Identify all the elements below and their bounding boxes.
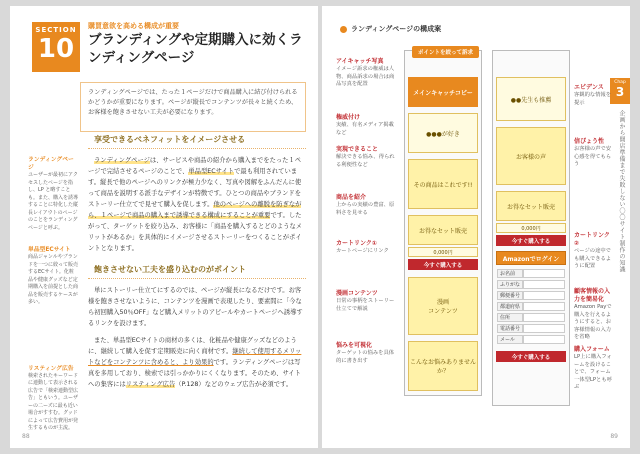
intro-box: ランディングページでは、たった１ページだけで商品購入に結び付けられるかどうかが重要になります。ページが縦長でコンテンツが長々と続くため、お客様を飽きさせない工夫が必要になります。 — [80, 82, 306, 132]
buy-now-button[interactable]: 今すぐ購入する — [496, 235, 566, 246]
annotation-text: Amazon Payで購入を行えるようにすると、お客様情報の入力を省略 — [574, 304, 612, 340]
form-input[interactable] — [523, 324, 565, 333]
manga-block — [408, 277, 478, 335]
form-input[interactable] — [523, 313, 565, 322]
highlight: ランディングページ — [94, 157, 150, 164]
annotation — [336, 240, 398, 256]
side-note-text: ユーザーが最初にアクセスしたページを指し、LP と略すことも。また、購入を誘導することに特化した縦長レイアウトのページのことをランディングページと呼ぶ。 — [28, 172, 79, 231]
annotation-title: 信ぴょう性 — [574, 138, 605, 145]
form-label: 都道府県 — [497, 302, 523, 311]
highlight: リスティング広告 — [125, 381, 176, 388]
annotation-text: 実績、有名メディア掲載など — [336, 122, 394, 136]
form-input[interactable] — [523, 280, 565, 289]
form-label: ふりがな — [497, 280, 523, 289]
annotation-title: カートリンク② — [574, 232, 610, 247]
callout-top: ポイントを絞って訴求 — [412, 46, 479, 58]
underline-text: 継続して使用するメリットなどをコンテンツに含めると、より効果的 — [88, 348, 302, 366]
evidence-block: ●●先生も推薦 — [496, 77, 566, 121]
paragraph — [88, 155, 306, 254]
form-label: 電話番号 — [497, 324, 523, 333]
paragraph-text: また、単品型ECサイトの商材の多くは、化粧品や健康グッズなどのように、継続して購入を促す定期販売に向く商材です。 — [88, 337, 297, 355]
annotation — [574, 138, 614, 169]
buy-now-button[interactable]: 今すぐ購入する — [408, 259, 478, 270]
authority-block: ●●●が好き — [408, 113, 478, 153]
side-note-title: ランディングページ — [28, 157, 74, 171]
subheading: 享受できるベネフィットをイメージさせる — [88, 130, 306, 149]
paragraph-text: は、サービスや商品の紹介から購入までをたった１ページで完結させるページのことで、 — [88, 157, 302, 175]
subheading: 飽きさせない工夫を盛り込むのがポイント — [88, 260, 306, 279]
section-pretitle: 購買意欲を高める構成が重要 — [88, 22, 179, 30]
annotation-text: 日常の事柄をストーリー仕立てで解説 — [336, 298, 395, 312]
paragraph: 単にストーリー仕立てにするのでは、ページが縦長になるだけです。お客様を飽きさせないように、コンテンツを漫画で表現したり、要素間に「今なら初回購入50％OFF」など購入メリットのアピールやカートページへ誘導するリンクを設けます。 — [88, 287, 303, 327]
annotation-text: お客様の声で安心感を得てもらう — [574, 146, 612, 167]
right-page — [322, 6, 630, 448]
manga-label: 漫画 — [436, 299, 449, 306]
form-label: 郵便番号 — [497, 291, 523, 300]
page-title: ブランディングや定期購入に効くランディングページ — [88, 32, 303, 66]
annotation-text: LP上に購入フォームを設けることで、フォーム一体型LPとも呼ぶ — [574, 354, 612, 390]
chapter-label: Chap — [614, 80, 626, 85]
body-column — [88, 130, 306, 396]
price-label: 0,000円 — [408, 247, 478, 257]
set-sale-block: お得なセット販売 — [496, 191, 566, 221]
annotation — [336, 114, 398, 137]
section-label: SECTION — [35, 26, 77, 34]
annotation — [336, 290, 398, 313]
form-row — [497, 280, 565, 289]
paragraph — [88, 335, 306, 390]
form-row — [497, 335, 565, 344]
chapter-vertical-title: 企画から開店準備まで失敗しない〇〇サイト制作の知識 — [618, 110, 625, 273]
chapter-number: 3 — [615, 85, 625, 99]
product-block: その商品はこれです!! — [408, 159, 478, 209]
diagram-heading-text: ランディングページの構成案 — [351, 25, 442, 33]
form-row — [497, 269, 565, 278]
form-row — [497, 291, 565, 300]
section-number: 10 — [37, 34, 75, 64]
paragraph-text: で最も利用されています。縦長で他のページへのリンクが極力少なく、写真や図解をふんだんに使って商品を説明する派手なデザインが特徴です。ひとつの商品やブランドをストーリー仕立てで見せて購入を促します。 — [88, 168, 302, 208]
side-note-text: 商品ジャンルやブランドを一つに絞って販売するECサイト。化粧品や健康グッズなど定期購入を前提とした商品を販売するケースが多い。 — [28, 254, 79, 305]
voice-block: お客様の声 — [496, 127, 566, 185]
content-label: コンテンツ — [428, 308, 458, 315]
section-badge — [32, 22, 80, 72]
annotation-title: 漫画コンテンツ — [336, 290, 378, 297]
annotation-text: ページの途中でも購入できるように配置 — [574, 248, 612, 269]
annotation — [336, 58, 398, 89]
form-label: お名前 — [497, 269, 523, 278]
annotation-text: 上からの実績の豊富、原料さを見せる — [336, 202, 395, 216]
annotation — [336, 194, 398, 217]
form-row — [497, 324, 565, 333]
highlight: 他のページへの離脱を防ぎながら、１ページで商品の購入まで誘導できる構成にすることが重要 — [88, 201, 302, 219]
annotation-title: カートリンク① — [336, 240, 377, 247]
page-number: 88 — [22, 433, 30, 440]
annotation-title: 商品を紹介 — [336, 194, 367, 201]
form-row — [497, 302, 565, 311]
annotation-text: 客観的な情報を提示 — [574, 92, 612, 106]
form-row — [497, 313, 565, 322]
lp-mockup-b — [492, 50, 570, 406]
side-note — [28, 156, 78, 232]
annotation — [574, 84, 614, 107]
left-page — [10, 6, 318, 448]
form-input[interactable] — [523, 269, 565, 278]
lp-mockup-a — [404, 50, 482, 396]
side-note-text: 検索されたキーワードに連動して表示される広告で「検索連動型広告」ともいう。ユーザーの二ーズに最も近い場合がすすむ。グッドによって広告費用が発生するものが主流。 — [28, 372, 79, 431]
annotation-title: 悩みを可視化 — [336, 342, 373, 349]
side-note — [28, 365, 78, 433]
annotation — [574, 232, 614, 271]
form-input[interactable] — [523, 335, 565, 344]
annotation-text: イメージ訴求の権威は人物、商品訴求の場合は商品写真を配置 — [336, 66, 395, 87]
annotation-title: 権威付け — [336, 114, 361, 121]
annotation — [574, 346, 614, 392]
side-note — [28, 246, 78, 307]
annotation — [336, 146, 398, 169]
amazon-login-button[interactable]: Amazonでログイン — [496, 251, 566, 265]
side-note-title: リスティング広告 — [28, 365, 74, 372]
form-input[interactable] — [523, 302, 565, 311]
annotation-text: ターゲットの悩みを具体的に書き出す — [336, 350, 395, 364]
side-note-title: 単品型ECサイト — [28, 247, 71, 253]
buy-now-button[interactable]: 今すぐ購入する — [496, 351, 566, 362]
diagram-heading — [340, 24, 441, 34]
annotation — [336, 342, 398, 365]
annotation — [574, 288, 614, 342]
eyecatch-block: メインキャッチコピー — [408, 77, 478, 107]
side-notes — [28, 156, 78, 447]
annotation-title: 購入フォーム — [574, 346, 610, 353]
annotation-title: エビデンス — [574, 84, 604, 91]
form-input[interactable] — [523, 291, 565, 300]
annotation-text: 解決できる悩み、得られる利便性など — [336, 154, 395, 168]
paragraph-text: です。したがって、ターゲットを絞り込み、お客様に「商品を購入するとどのようなメリットがあるか」を具体的にイメージさせるストーリーをつくることがポイントとなります。 — [88, 212, 303, 252]
paragraph-text: です。ランディングページは写真を多用しており、検索では引っかかりにくくなります。そのため、サイトへの集客には — [88, 359, 301, 388]
price-label: 0,000円 — [496, 223, 566, 233]
annotation-title: アイキャッチ写真 — [336, 58, 384, 65]
highlight: 単品型ECサイト — [188, 168, 235, 175]
annotation-text: カートページにリンク — [336, 248, 389, 254]
paragraph-text: （P.128）などのウェブ広告が必須です。 — [175, 381, 293, 388]
annotation-title: 実現できること — [336, 146, 379, 153]
annotation-title: 顧客情報の入力を簡易化 — [574, 288, 611, 303]
form-label: メール — [497, 335, 523, 344]
set-sale-block: お得なセット販売 — [408, 215, 478, 245]
worry-block: こんなお悩みありませんか？ — [408, 341, 478, 391]
form-label: 住所 — [497, 313, 523, 322]
page-number: 89 — [610, 433, 618, 440]
bullet-icon — [340, 26, 347, 33]
